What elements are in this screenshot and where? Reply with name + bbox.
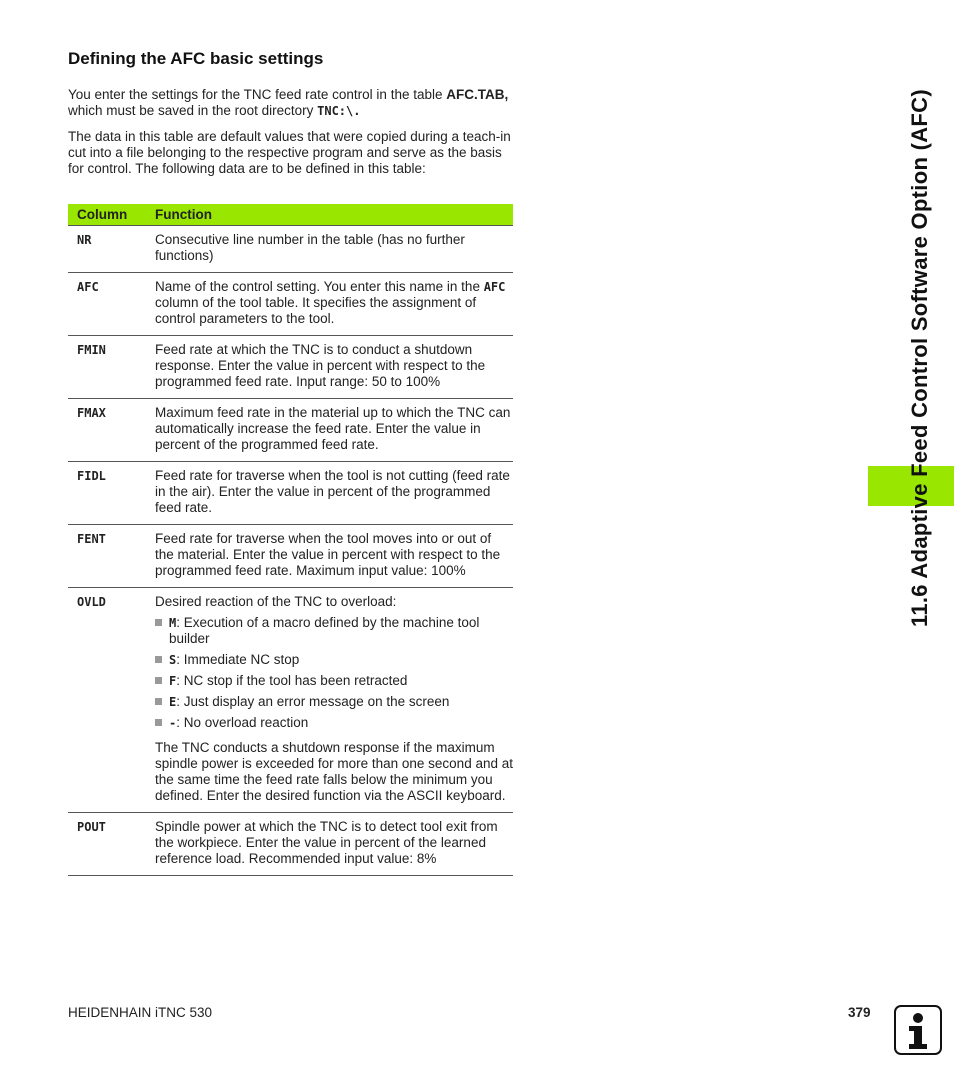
table-row <box>68 399 513 462</box>
option-key: M <box>169 616 177 630</box>
table-row <box>68 813 513 876</box>
column-code: FENT <box>77 532 106 546</box>
option-text: : Immediate NC stop <box>176 652 300 667</box>
column-code: FMAX <box>77 406 106 420</box>
column-code: FIDL <box>77 469 106 483</box>
function-text-part: column of the tool table. It specifies the assignment of control parameters to the tool. <box>155 295 477 326</box>
bullet-square-icon <box>155 719 162 726</box>
bullet-square-icon <box>155 619 162 626</box>
option-text: : Execution of a macro defined by the machine tool builder <box>169 615 480 646</box>
option-item <box>155 715 513 731</box>
option-key: - <box>169 716 177 730</box>
intro-text-2: which must be saved in the root directory <box>68 103 318 118</box>
bullet-square-icon <box>155 677 162 684</box>
bullet-square-icon <box>155 698 162 705</box>
table-row <box>68 462 513 525</box>
option-key: E <box>169 695 177 709</box>
option-key: F <box>169 674 177 688</box>
intro-paragraph <box>68 87 513 119</box>
description-paragraph: The data in this table are default values that were copied during a teach-in cut into a file belonging to the respective program and serve as the basis for control. The following data are to be defined in this table: <box>68 129 511 176</box>
option-text: : NC stop if the tool has been retracted <box>176 673 408 688</box>
table-row <box>68 336 513 399</box>
page-number: 379 <box>848 1005 871 1020</box>
option-item <box>155 652 513 668</box>
bullet-square-icon <box>155 656 162 663</box>
directory-path: TNC:\. <box>317 104 361 118</box>
table-row <box>68 525 513 588</box>
function-text <box>155 273 513 336</box>
column-code: OVLD <box>77 595 106 609</box>
function-text: Spindle power at which the TNC is to detect tool exit from the workpiece. Enter the value in percent of the learned reference load. Recommended input value: 8% <box>155 813 513 876</box>
inline-code: AFC <box>483 280 506 294</box>
option-key: S <box>169 653 177 667</box>
column-code: AFC <box>77 280 99 294</box>
table-row <box>68 273 513 336</box>
header-function: Function <box>155 204 513 226</box>
option-item <box>155 694 513 710</box>
function-text: Feed rate for traverse when the tool is not cutting (feed rate in the air). Enter the value in percent of the programmed feed rate. <box>155 462 513 525</box>
afc-table <box>68 204 513 876</box>
table-header-row <box>68 204 513 226</box>
section-heading: Defining the AFC basic settings <box>68 49 324 68</box>
function-text-part: Name of the control setting. You enter this name in the <box>155 279 484 294</box>
chapter-side-title: 11.6 Adaptive Feed Control Software Option (AFC) <box>907 89 932 627</box>
function-text: Feed rate for traverse when the tool moves into or out of the material. Enter the value in percent with respect to the programmed feed rate. Maximum input value: 100% <box>155 525 513 588</box>
column-code: NR <box>77 233 92 247</box>
function-text: Desired reaction of the TNC to overload: <box>155 594 397 609</box>
table-row <box>68 226 513 273</box>
table-name: AFC.TAB, <box>446 87 509 102</box>
function-text: Consecutive line number in the table (has no further functions) <box>155 226 513 273</box>
option-text: : No overload reaction <box>176 715 309 730</box>
option-item <box>155 615 513 647</box>
column-code: FMIN <box>77 343 106 357</box>
header-column: Column <box>68 204 155 226</box>
info-icon <box>894 1005 942 1055</box>
overload-note: The TNC conducts a shutdown response if the maximum spindle power is exceeded for more than one second and at the same time the feed rate falls below the minimum you defined. Enter the desired function via the ASCII keyboard. <box>155 740 513 803</box>
table-row <box>68 588 513 813</box>
function-text: Feed rate at which the TNC is to conduct a shutdown response. Enter the value in percent with respect to the programmed feed rate. Input range: 50 to 100% <box>155 336 513 399</box>
column-code: POUT <box>77 820 106 834</box>
option-text: : Just display an error message on the screen <box>176 694 450 709</box>
intro-text-1: You enter the settings for the TNC feed rate control in the table <box>68 87 447 102</box>
footer-product: HEIDENHAIN iTNC 530 <box>68 1005 213 1020</box>
function-text: Maximum feed rate in the material up to which the TNC can automatically increase the feed rate. Enter the value in percent of the programmed feed rate. <box>155 399 513 462</box>
function-cell <box>155 588 513 813</box>
option-item <box>155 673 513 689</box>
